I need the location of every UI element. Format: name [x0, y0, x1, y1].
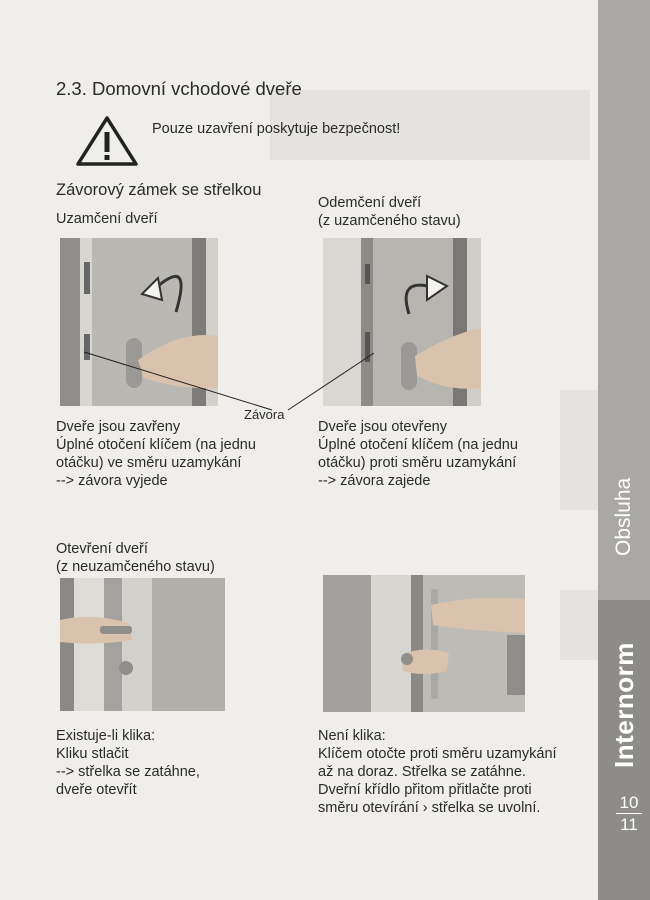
no-handle-line: Není klika:	[318, 728, 386, 744]
locking-line: Dveře jsou zavřeny	[56, 419, 181, 435]
opening-line: --> střelka se zatáhne,	[56, 764, 200, 780]
locking-line: --> závora vyjede	[56, 473, 168, 489]
locking-line: otáčku) ve směru uzamykání	[56, 455, 242, 471]
opening-line: dveře otevřít	[56, 782, 137, 798]
section-title: 2.3. Domovní vchodové dveře	[56, 78, 302, 99]
push-door-photo	[323, 575, 525, 712]
unlocking-line: otáčku) proti směru uzamykání	[318, 455, 517, 471]
no-handle-line: Dveřní křídlo přitom přitlačte proti	[318, 782, 532, 798]
brand-logo: Internorm	[609, 642, 639, 768]
opening-line: Kliku stlačit	[56, 746, 129, 762]
no-handle-line: až na doraz. Střelka se zatáhne.	[318, 764, 526, 780]
locking-title: Uzamčení dveří	[56, 211, 158, 227]
locking-line: Úplné otočení klíčem (na jednu	[56, 437, 256, 453]
unlocking-line: Úplné otočení klíčem (na jednu	[318, 437, 518, 453]
unlocking-subtitle: (z uzamčeného stavu)	[318, 213, 461, 229]
warning-text: Pouze uzavření poskytuje bezpečnost!	[152, 121, 401, 137]
chapter-label: Obsluha	[612, 477, 635, 556]
opening-line: Existuje-li klika:	[56, 728, 156, 744]
no-handle-line: Klíčem otočte proti směru uzamykání	[318, 746, 557, 762]
opening-subtitle: (z neuzamčeného stavu)	[56, 559, 215, 575]
page-number-right: 11	[620, 815, 638, 834]
unlocking-line: Dveře jsou otevřeny	[318, 419, 447, 435]
lock-heading: Závorový zámek se střelkou	[56, 181, 262, 199]
unlocking-line: --> závora zajede	[318, 473, 431, 489]
handle-photo	[60, 578, 225, 711]
page-number-left: 10	[616, 793, 642, 814]
no-handle-line: směru otevírání › střelka se uvolní.	[318, 800, 541, 816]
unlocking-title: Odemčení dveří	[318, 195, 422, 211]
opening-title: Otevření dveří	[56, 541, 148, 557]
bolt-callout-label: Závora	[244, 407, 285, 422]
